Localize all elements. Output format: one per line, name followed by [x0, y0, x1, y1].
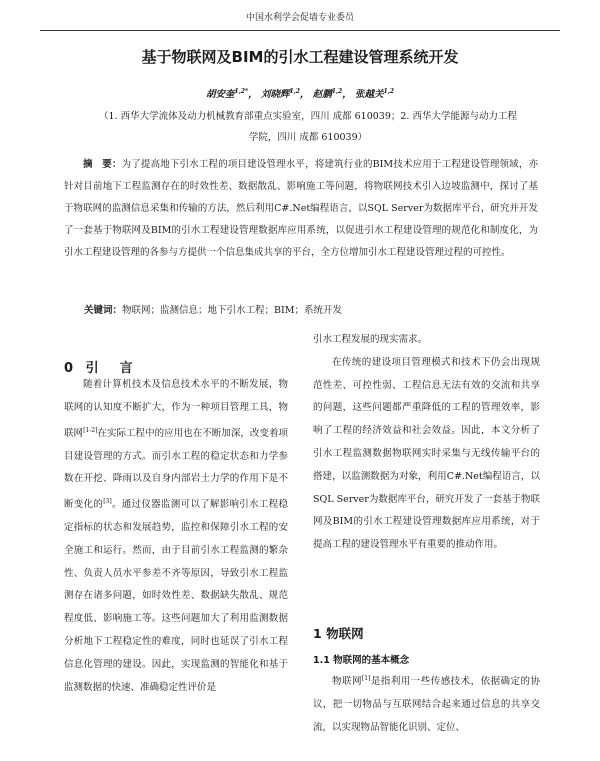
- author-affil-mark: 1,2*: [234, 87, 249, 95]
- affiliation: [88, 106, 528, 148]
- author-name: 胡安奎: [206, 89, 235, 100]
- paragraph: [313, 668, 540, 740]
- keywords-text: 物联网；监测信息；地下引水工程；BIM；系统开发: [122, 305, 342, 316]
- right-column: [313, 329, 540, 557]
- text-run: 是指利用一些传感技术，依据确定的协议，把一切物品与互联网结合起来通过信息的共享交流，以实现物品智能化识别、定位、: [313, 676, 540, 733]
- header-divider: [40, 30, 560, 31]
- text-run: 随着计算机技术及信息技术水平的不断发展，物联网的认知度不断扩大，作为一种项目管理工具，物联网: [64, 379, 288, 439]
- paragraph: [64, 374, 288, 699]
- left-column: [64, 374, 288, 699]
- author-name: 刘晓辉: [260, 89, 290, 100]
- text-run: 在实际工程中的应用也在不断加深，改变着项目建设管理的方式。而引水工程的稳定状态和力学参数在开挖、降雨以及自身内部岩土力学的作用下是不断变化的: [64, 427, 288, 511]
- paragraph-continued: 引水工程发展的现实需求。: [313, 334, 428, 345]
- author-name: 赵鹏: [312, 89, 332, 100]
- citation: [1-2]: [83, 426, 98, 434]
- abstract: [64, 154, 538, 264]
- section-title: 引 言: [85, 361, 137, 376]
- paragraph: 在传统的建设项目管理模式和技术下仍会出现规范性差、可控性弱、工程信息无法有效的交流和共享的问题，这些问题都严重降低的工程的管理效率，影响了工程的经济效益和社会效益。因此，本文分析了引水工程监测数据物联网实时采集与无线传输平台的搭建，以监测数据为对象，利用C#.Net编程语言，以SQL Server为数据库平台，研究开发了一套基于物联网及BIM的引水工程建设管理数据库应用系统，对于提高工程的建设管理水平有重要的推动作用。: [313, 356, 540, 551]
- author-affil-mark: 1,2: [383, 87, 394, 95]
- journal-header: 中国水利学会促墙专业委员: [245, 13, 354, 23]
- keywords: [84, 302, 538, 316]
- citation: [1]: [361, 675, 371, 682]
- subsection-1-1-heading: 1.1 物联网的基本概念: [313, 655, 410, 666]
- text-run: 。通过仪器监测可以了解影响引水工程稳定指标的状态和发展趋势，监控和保障引水工程的安全施工和运行。然而，由于目前引水工程监测的繁杂性、负责人员水平参差不齐等原因，导致引水工程监测存在诸多问题，如时效性差、数据缺失散乱、规范程度低、影响施工等。这些问题加大了利用监测数据分析地下工程稳定性的难度，同时也延误了引水工程信息化管理的建设。因此，实现监测的智能化和基于监测数据的快速、准确稳定性评价是: [64, 499, 288, 693]
- author-affil-mark: 1,2: [331, 87, 343, 95]
- citation: [3]: [103, 498, 112, 506]
- affiliation-line-2: 学院，四川 成都 610039）: [248, 132, 368, 143]
- section-title: 物联网: [326, 626, 364, 641]
- section-1-heading: [313, 624, 364, 642]
- keywords-label: 关键词：: [84, 305, 123, 316]
- affiliation-line-1: （1. 西华大学流体及动力机械教育部重点实验室，四川 成都 610039；2. 西华大学能源与动力工程: [99, 111, 517, 122]
- paper-title: 基于物联网及BIM的引水工程建设管理系统开发: [141, 48, 459, 66]
- section-number: 1: [313, 626, 322, 641]
- author-affil-mark: 1,2: [289, 87, 300, 95]
- right-column-tail: [313, 668, 540, 740]
- abstract-label: 摘 要：: [83, 159, 122, 170]
- author-list: 胡安奎$^{1,2*}$， 刘晓辉$^{1,2}$， 赵鹏$^{1,2}$， 张越关$^{1,2}$: [206, 87, 394, 100]
- author-name: 张越关: [355, 89, 384, 100]
- abstract-text: 为了提高地下引水工程的项目建设管理水平，将建筑行业的BIM技术应用于工程建设管理领域，亦针对目前地下工程监测存在的时效性差、数据散乱、影响施工等问题，将物联网技术引入边坡监测中，探讨了基于物联网的监测信息采集和传输的方法，然后利用C#.Net编程语言，以SQL Server为数据库平台，研究并开发了一套基于物联网及BIM的引水工程建设管理数据库应用系统，以促进引水工程建设管理的规范化和制度化，为引水工程建设管理的各参与方提供一个信息集成共享的平台，全方位增加引水工程建设管理过程的可控性。: [64, 159, 538, 258]
- text-run: 物联网: [332, 676, 362, 688]
- section-number: 0: [64, 361, 78, 376]
